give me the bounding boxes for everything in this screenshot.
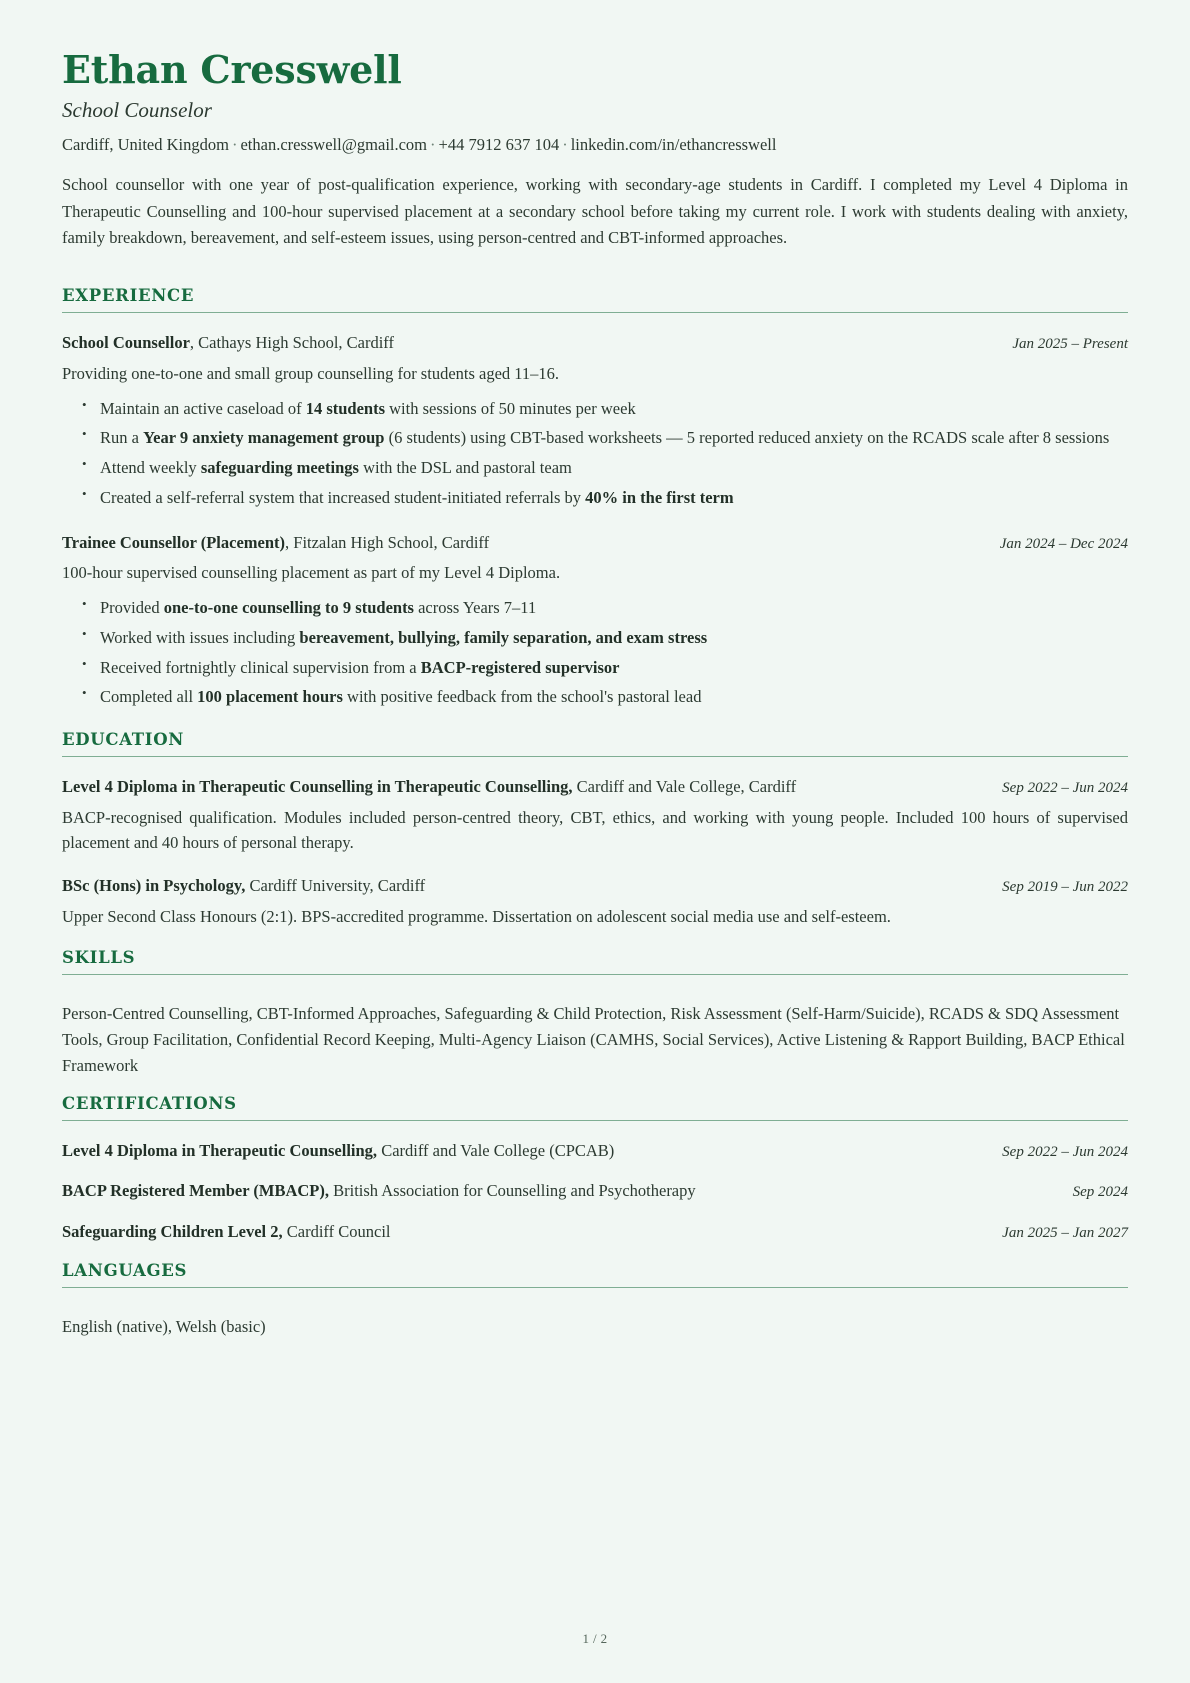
certification-name: Level 4 Diploma in Therapeutic Counselling,	[62, 1140, 378, 1160]
bullet-emphasis: 40% in the first term	[585, 487, 734, 507]
entry-bullet	[82, 396, 1128, 422]
entry-organization: , Cathays High School, Cardiff	[189, 333, 394, 353]
skills-list: Person-Centred Counselling, CBT-Informed Approaches, Safeguarding & Child Protection, Risk Assessment (Self-Harm/Suicide), RCADS & SDQ Assessment Tools, Group Facilitation, Confidential Record Keeping, Multi-Agency Liaison (CAMHS, Social Services), Active Listening & Rapport Building, BACP Ethical Framework	[62, 1003, 1125, 1076]
bullet-text: with sessions of 50 minutes per week	[385, 398, 636, 418]
certification-label	[62, 1179, 696, 1203]
certification-row	[62, 1220, 1128, 1245]
entry-bullet	[82, 595, 1128, 621]
contact-separator: ·	[562, 134, 568, 154]
entry-headline	[62, 331, 994, 355]
education-entry-list	[62, 775, 1128, 930]
entry-description: Upper Second Class Honours (2:1). BPS-accredited programme. Dissertation on adolescent social media use and self-esteem.	[62, 906, 891, 926]
certification-label	[62, 1139, 614, 1163]
certification-name: BACP Registered Member (MBACP),	[62, 1181, 329, 1201]
bullet-text: Completed all	[100, 687, 198, 707]
bullet-text: (6 students) using CBT-based worksheets — 5 reported reduced anxiety on the RCADS scale after 8 sessions	[384, 428, 1110, 448]
certification-date: Sep 2022 – Jun 2024	[1002, 1143, 1128, 1160]
resume-entry	[62, 775, 1128, 856]
contact-phone[interactable]: +44 7912 637 104	[438, 134, 560, 154]
entry-headline	[62, 775, 984, 799]
contact-linkedin[interactable]: linkedin.com/in/ethancresswell	[570, 134, 777, 154]
resume-entry	[62, 874, 1128, 929]
section-title-skills: SKILLS	[62, 947, 136, 967]
section-divider	[62, 1120, 1128, 1121]
certification-name: Safeguarding Children Level 2,	[62, 1222, 283, 1242]
bullet-emphasis: Year 9 anxiety management group	[143, 428, 385, 448]
entry-description: BACP-recognised qualification. Modules included person-centred theory, CBT, ethics, and working with young people. Included 100 hours of supervised placement and 40 hours of personal therapy.	[62, 807, 1128, 853]
entry-bullet-list	[62, 595, 1128, 710]
entry-header	[62, 775, 1128, 799]
entry-header	[62, 531, 1128, 555]
entry-bullet	[82, 684, 1128, 710]
entry-bullet	[82, 625, 1128, 651]
bullet-text: with the DSL and pastoral team	[358, 458, 572, 478]
contact-email[interactable]: ethan.cresswell@gmail.com	[240, 134, 428, 154]
entry-date-range: Sep 2019 – Jun 2022	[1002, 879, 1128, 896]
page-footer	[0, 1631, 1190, 1647]
entry-header	[62, 874, 1128, 898]
certification-row	[62, 1179, 1128, 1204]
section-title-education: EDUCATION	[62, 729, 185, 749]
bullet-text: Received fortnightly clinical supervision from a	[100, 657, 421, 677]
certification-label	[62, 1220, 391, 1244]
entry-organization: Cardiff and Vale College, Cardiff	[572, 776, 797, 796]
certification-row	[62, 1139, 1128, 1164]
section-divider	[62, 756, 1128, 757]
section-title-languages: LANGUAGES	[62, 1260, 188, 1280]
bullet-text: Maintain an active caseload of	[100, 398, 306, 418]
section-divider	[62, 974, 1128, 975]
entry-bullet	[82, 485, 1128, 511]
bullet-emphasis: 14 students	[305, 398, 386, 418]
section-divider	[62, 312, 1128, 313]
entry-bullet	[82, 425, 1128, 451]
bullet-text: across Years 7–11	[413, 598, 537, 618]
entry-description: Providing one-to-one and small group counselling for students aged 11–16.	[62, 364, 560, 384]
entry-bullet	[82, 655, 1128, 681]
entry-headline	[62, 531, 982, 555]
experience-entry-list	[62, 331, 1128, 710]
entry-headline	[62, 874, 984, 898]
bullet-text: Worked with issues including	[100, 627, 300, 647]
entry-description: 100-hour supervised counselling placement as part of my Level 4 Diploma.	[62, 563, 561, 583]
bullet-emphasis: safeguarding meetings	[200, 458, 359, 478]
page-indicator: 1 / 2	[582, 1631, 608, 1646]
section-languages	[62, 1261, 1128, 1340]
bullet-text: Created a self-referral system that increased student-initiated referrals by	[100, 487, 586, 507]
entry-bullet	[82, 455, 1128, 481]
contact-location: Cardiff, United Kingdom	[62, 134, 229, 154]
entry-role: Trainee Counsellor (Placement)	[62, 532, 286, 552]
section-divider	[62, 1287, 1128, 1288]
professional-summary: School counsellor with one year of post-qualification experience, working with secondary-age students in Cardiff. I completed my Level 4 Diploma in Therapeutic Counselling and 100-hour supervised placement at a secondary school before taking my current role. I work with students dealing with anxiety, family breakdown, bereavement, and self-esteem issues, using person-centred and CBT-informed approaches.	[62, 174, 1128, 248]
entry-bullet-list	[62, 396, 1128, 511]
entry-role: BSc (Hons) in Psychology,	[62, 876, 246, 896]
entry-organization: Cardiff University, Cardiff	[245, 876, 426, 896]
contact-separator: ·	[231, 134, 238, 154]
certification-list	[62, 1139, 1128, 1245]
certification-date: Jan 2025 – Jan 2027	[1002, 1225, 1128, 1242]
contact-line	[62, 133, 1128, 156]
bullet-emphasis: BACP-registered supervisor	[420, 657, 620, 677]
certification-issuer: British Association for Counselling and Psychotherapy	[329, 1181, 696, 1201]
certification-date: Sep 2024	[1072, 1184, 1128, 1201]
entry-date-range: Jan 2024 – Dec 2024	[999, 535, 1128, 552]
certification-issuer: Cardiff and Vale College (CPCAB)	[377, 1140, 615, 1160]
entry-organization: , Fitzalan High School, Cardiff	[285, 532, 490, 552]
bullet-emphasis: bereavement, bullying, family separation, and exam stress	[299, 627, 708, 647]
section-education	[62, 730, 1128, 930]
bullet-emphasis: 100 placement hours	[197, 687, 343, 707]
contact-separator: ·	[430, 134, 436, 154]
candidate-job-title: School Counselor	[62, 97, 212, 122]
candidate-name: Ethan Cresswell	[62, 47, 402, 92]
entry-date-range: Jan 2025 – Present	[1012, 336, 1128, 353]
entry-date-range: Sep 2022 – Jun 2024	[1002, 779, 1128, 796]
languages-list: English (native), Welsh (basic)	[62, 1316, 266, 1336]
resume-entry	[62, 531, 1128, 710]
bullet-text: Attend weekly	[100, 458, 201, 478]
entry-role: School Counsellor	[62, 333, 190, 353]
bullet-text: with positive feedback from the school's pastoral lead	[342, 687, 702, 707]
section-certifications	[62, 1094, 1128, 1245]
bullet-emphasis: one-to-one counselling to 9 students	[163, 598, 414, 618]
resume-header	[62, 48, 1128, 252]
bullet-text: Run a	[100, 428, 144, 448]
entry-role: Level 4 Diploma in Therapeutic Counselling in Therapeutic Counselling,	[62, 776, 573, 796]
section-skills	[62, 948, 1128, 1080]
certification-issuer: Cardiff Council	[282, 1222, 391, 1242]
resume-entry	[62, 331, 1128, 510]
entry-header	[62, 331, 1128, 355]
bullet-text: Provided	[100, 598, 164, 618]
section-experience	[62, 286, 1128, 710]
section-title-certifications: CERTIFICATIONS	[62, 1093, 237, 1113]
section-title-experience: EXPERIENCE	[62, 286, 195, 306]
